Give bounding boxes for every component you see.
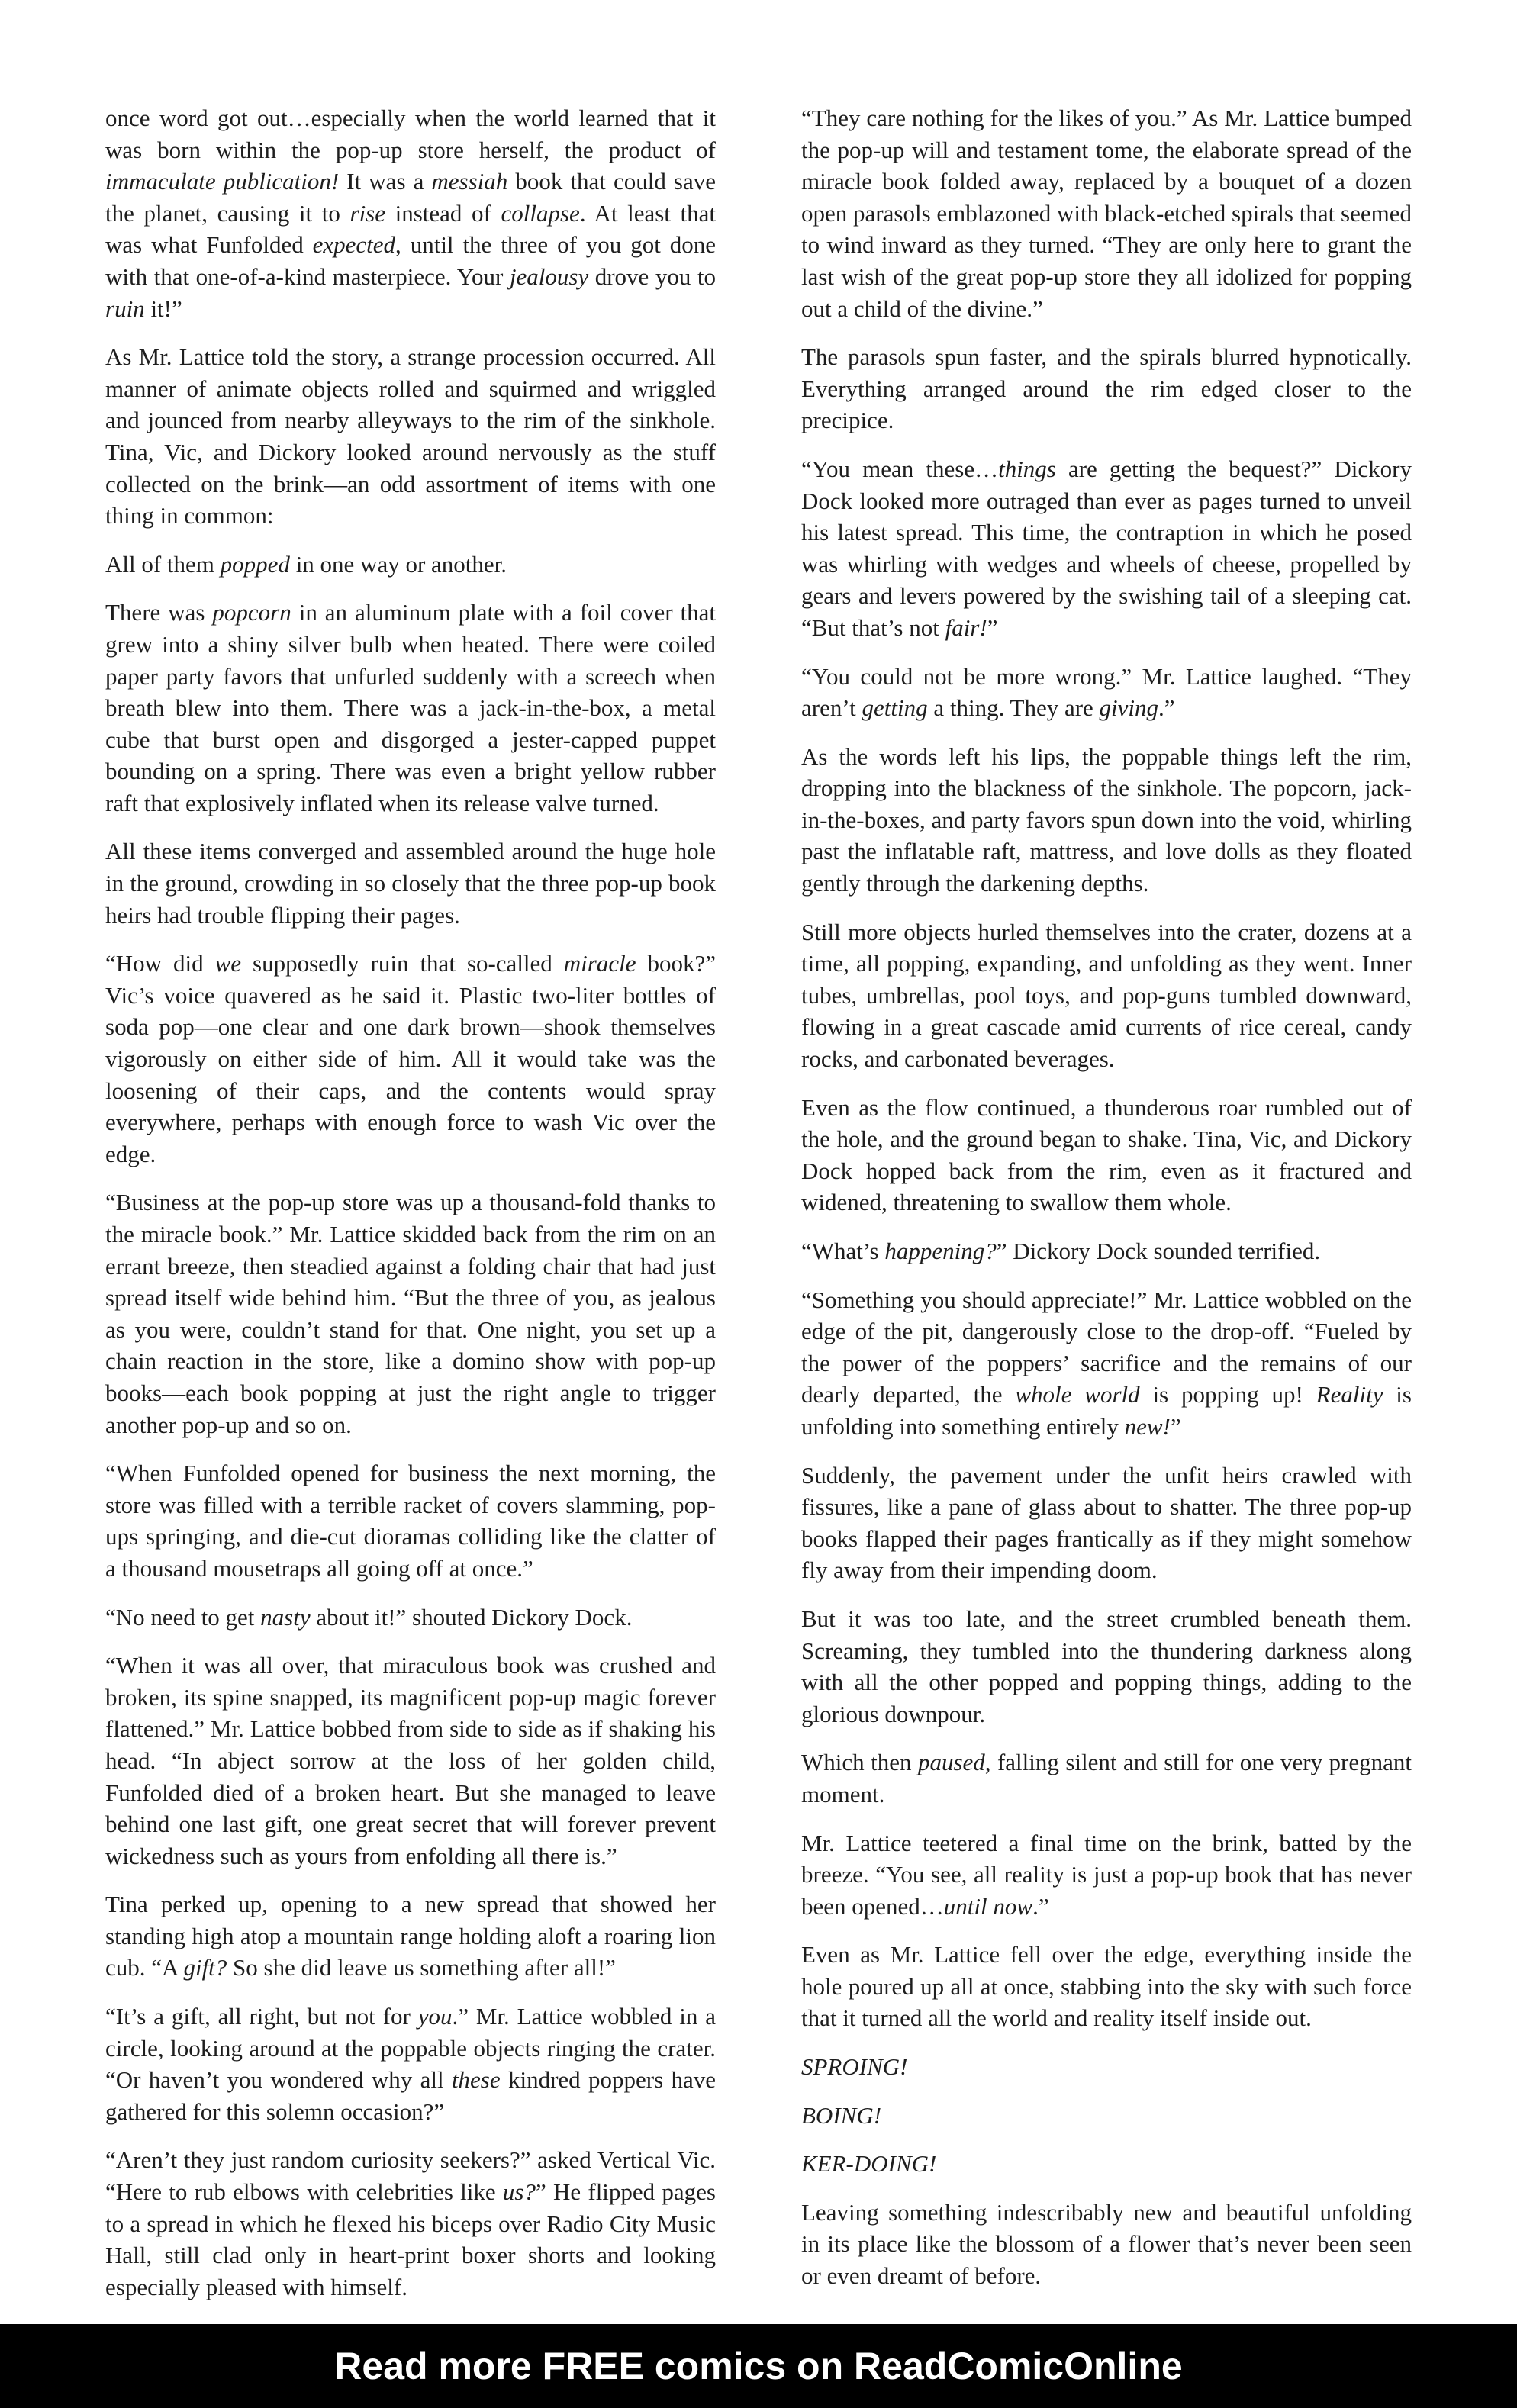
paragraph <box>105 2001 716 2127</box>
paragraph <box>801 2100 1412 2132</box>
text-run: Suddenly, the pavement under the unfit heirs crawled with fissures, like a pane of glass about to shatter. The three pop-up books flapped their pages frantically as if they might somehow fly away from their impending doom. <box>801 1461 1412 1584</box>
italic-run: popped <box>220 550 290 578</box>
italic-run: fair! <box>945 613 987 641</box>
text-run: , falling silent and still for one very pregnant moment. <box>801 1749 1412 1808</box>
text-run: ” Dickory Dock sounded terrified. <box>996 1238 1321 1264</box>
paragraph <box>801 102 1412 324</box>
paragraph <box>105 2144 716 2303</box>
text-run: “You mean these… <box>801 455 999 482</box>
paragraph <box>801 741 1412 900</box>
italic-run: rise <box>349 199 385 227</box>
italic-run: things <box>998 455 1056 482</box>
paragraph <box>105 1650 716 1872</box>
text-run: in an aluminum plate with a foil cover that grew into a shiny silver bulb when heated. There were coiled paper party favors that unfurled suddenly with a screech when breath blew into them. There was a jack-in-the-box, a metal cube that burst open and disgorged a jester-capped puppet bounding on a spring. There was even a bright yellow rubber raft that explosively inflated when its release valve turned. <box>105 599 716 816</box>
paragraph <box>105 102 716 324</box>
text-run: in one way or another. <box>289 550 507 578</box>
right-text-column <box>801 102 1412 2309</box>
italic-run: KER-DOING! <box>801 2150 937 2178</box>
paragraph <box>801 453 1412 644</box>
italic-run: these <box>451 2066 501 2094</box>
text-run: ” <box>987 613 998 641</box>
text-run: .” Mr. Lattice wobbled in a circle, looking around at the poppable objects ringing the crater. “Or haven’t you wondered why all <box>105 2003 717 2094</box>
italic-run: nasty <box>260 1603 311 1631</box>
text-run: “They care nothing for the likes of you.” As Mr. Lattice bumped the pop-up will and testament tome, the elaborate spread of the miracle book folded away, replaced by a bouquet of a dozen open parasols emblazoned with black-etched spirals that seemed to wind inward as they turned. “They are only here to grant the last wish of the great pop-up store they all idolized for popping out a child of the divine.” <box>801 105 1412 322</box>
text-run: drove you to <box>588 262 716 290</box>
text-run: supposedly ruin that so-called <box>241 950 564 977</box>
text-run: “Business at the pop-up store was up a thousand-fold thanks to the miracle book.” Mr. Lattice skidded back from the rim on an errant breeze, then steadied against a folding chair that had just spread itself wide behind him. “But the three of you, as jealous as you were, couldn’t stand for that. One night, you set up a chain reaction in the store, like a domino show with pop-up books—each book popping at just the right angle to trigger another pop-up and so on. <box>105 1189 716 1438</box>
paragraph <box>801 916 1412 1075</box>
paragraph <box>801 341 1412 436</box>
italic-run: until now <box>943 1892 1033 1920</box>
text-run: “No need to get <box>105 1603 261 1631</box>
text-run: The parasols spun faster, and the spirals blurred hypnotically. Everything arranged around the rim edged closer to the precipice. <box>801 343 1412 434</box>
italic-run: you <box>417 2003 453 2030</box>
text-run: book that could save the planet, causing it to <box>105 168 716 227</box>
text-run: Tina perked up, opening to a new spread that showed her standing high atop a mountain range holding aloft a roaring lion cub. “A <box>105 1891 716 1981</box>
italic-run: getting <box>862 694 928 722</box>
italic-run: paused <box>917 1749 985 1776</box>
promo-banner[interactable] <box>0 2324 1517 2408</box>
text-run: “Aren’t they just random curiosity seekers?” asked Vertical Vic. “Here to rub elbows with celebrities like <box>105 2146 716 2206</box>
italic-run: expected <box>312 231 396 259</box>
paragraph <box>105 1186 716 1441</box>
paragraph <box>801 661 1412 724</box>
promo-banner-text[interactable]: Read more FREE comics on ReadComicOnline <box>334 2345 1183 2387</box>
text-run: “You could not be more wrong.” Mr. Lattice laughed. “They aren’t <box>801 662 1412 722</box>
paragraph <box>801 2051 1412 2083</box>
text-run: is popping up! <box>1139 1381 1316 1408</box>
paragraph <box>801 2197 1412 2292</box>
italic-run: messiah <box>431 168 508 195</box>
text-run: .” <box>1158 694 1175 722</box>
paragraph <box>105 597 716 819</box>
text-run: Mr. Lattice teetered a final time on the brink, batted by the breeze. “You see, all reality is just a pop-up book that has never been opened… <box>801 1829 1412 1920</box>
italic-run: us? <box>502 2178 536 2206</box>
paragraph <box>105 549 716 581</box>
text-run: “It’s a gift, all right, but not for <box>105 2003 418 2030</box>
paragraph <box>801 1092 1412 1218</box>
italic-run: SPROING! <box>801 2053 908 2081</box>
text-run: Even as the flow continued, a thunderous roar rumbled out of the hole, and the ground began to shake. Tina, Vic, and Dickory Dock hopped back from the rim, even as it fractured and widened, threatening to swallow them whole. <box>801 1093 1412 1216</box>
text-run: “How did <box>105 950 215 977</box>
text-run: .” <box>1032 1892 1049 1920</box>
italic-run: collapse <box>501 199 580 227</box>
text-run: All of them <box>105 550 221 578</box>
paragraph <box>801 1939 1412 2034</box>
italic-run: giving <box>1099 694 1159 722</box>
italic-run: whole world <box>1015 1381 1140 1408</box>
italic-run: happening? <box>884 1238 997 1264</box>
text-run: book?” Vic’s voice quavered as he said it. Plastic two-liter bottles of soda pop—one clear and one dark brown—shook themselves vigorously on either side of him. All it would take was the loosening of their caps, and the contents would spray everywhere, perhaps with enough force to wash Vic over the edge. <box>105 950 717 1167</box>
left-text-column <box>105 102 716 2319</box>
paragraph <box>105 835 716 931</box>
text-run: “What’s <box>801 1238 885 1264</box>
text-run: instead of <box>385 199 501 227</box>
text-run: it!” <box>144 295 182 322</box>
text-run: Still more objects hurled themselves into the crater, dozens at a time, all popping, expanding, and unfolding as they went. Inner tubes, umbrellas, pool toys, and pop-guns tumbled downward, flowing in a great cascade amid currents of rice cereal, candy rocks, and carbonated beverages. <box>801 918 1412 1073</box>
italic-run: ruin <box>105 295 145 322</box>
paragraph <box>105 341 716 532</box>
italic-run: BOING! <box>801 2101 882 2129</box>
text-run: a thing. They are <box>927 694 1100 722</box>
text-run: “When Funfolded opened for business the next morning, the store was filled with a terrible racket of covers slamming, pop-ups springing, and die-cut dioramas colliding like the clatter of a thousand mousetraps all going off at once.” <box>105 1460 716 1582</box>
paragraph <box>801 1235 1412 1267</box>
paragraph <box>105 1888 716 1984</box>
paragraph <box>105 948 716 1170</box>
italic-run: Reality <box>1316 1381 1383 1408</box>
italic-run: we <box>214 950 242 977</box>
italic-run: miracle <box>563 950 636 977</box>
text-run: All these items converged and assembled around the huge hole in the ground, crowding in so closely that the three pop-up book heirs had trouble flipping their pages. <box>105 838 716 929</box>
italic-run: jealousy <box>509 262 589 290</box>
text-run: So she did leave us something after all!” <box>227 1954 616 1981</box>
paragraph <box>105 1457 716 1584</box>
text-run: about it!” shouted Dickory Dock. <box>310 1603 633 1631</box>
italic-run: popcorn <box>212 599 291 626</box>
italic-run: new! <box>1124 1412 1171 1440</box>
paragraph <box>105 1602 716 1634</box>
text-run: . At least that was what Funfolded <box>105 199 716 259</box>
text-run: Even as Mr. Lattice fell over the edge, everything inside the hole poured up all at once, stabbing into the sky with such force that it turned all the world and reality itself inside out. <box>801 1941 1412 2032</box>
text-run: Which then <box>801 1749 918 1776</box>
paragraph <box>801 1827 1412 1923</box>
text-run: are getting the bequest?” Dickory Dock looked more outraged than ever as pages turned to unveil his latest spread. This time, the contraption in which he posed was whirling with wedges and wheels of cheese, propelled by gears and levers powered by the swishing tail of a sleeping cat. “But that’s not <box>801 455 1412 641</box>
paragraph <box>801 1746 1412 1810</box>
paragraph <box>801 1284 1412 1443</box>
text-run: once word got out…especially when the world learned that it was born within the pop-up store herself, the product of <box>105 105 716 163</box>
text-run: ” <box>1170 1412 1181 1440</box>
text-run: As Mr. Lattice told the story, a strange procession occurred. All manner of animate objects rolled and squirmed and wriggled and jounced from nearby alleyways to the rim of the sinkhole. Tina, Vic, and Dickory looked around nervously as the stuff collected on the brink—an odd assortment of items with one thing in common: <box>105 343 716 530</box>
text-run: “When it was all over, that miraculous book was crushed and broken, its spine snapped, its magnificent pop-up magic forever flattened.” Mr. Lattice bobbed from side to side as if shaking his head. “In abject sorrow at the loss of her golden child, Funfolded died of a broken heart. But she managed to leave behind one last gift, one great secret that will forever prevent wickedness such as yours from enfolding all there is.” <box>105 1652 716 1869</box>
text-run: , until the three of you got done with that one-of-a-kind masterpiece. Your <box>105 231 716 290</box>
paragraph <box>801 1603 1412 1730</box>
italic-run: immaculate publication! <box>105 168 340 195</box>
text-run: “Something you should appreciate!” Mr. Lattice wobbled on the edge of the pit, dangerously close to the drop-off. “Fueled by the power of the poppers’ sacrifice and the remains of our dearly departed, the <box>801 1286 1412 1408</box>
text-run: But it was too late, and the street crumbled beneath them. Screaming, they tumbled into the thundering darkness along with all the other popped and popping things, adding to the glorious downpour. <box>801 1605 1412 1727</box>
paragraph <box>801 1460 1412 1586</box>
paragraph <box>801 2148 1412 2180</box>
text-run: kindred poppers have gathered for this solemn occasion?” <box>105 2066 716 2125</box>
text-run: ” He flipped pages to a spread in which he flexed his biceps over Radio City Music Hall, still clad only in heart-print boxer shorts and looking especially pleased with himself. <box>105 2178 716 2300</box>
text-run: is unfolding into something entirely <box>801 1381 1412 1440</box>
text-run: It was a <box>339 168 432 195</box>
text-run: Leaving something indescribably new and beautiful unfolding in its place like the blossom of a flower that’s never been seen or even dreamt of before. <box>801 2198 1412 2290</box>
text-run: As the words left his lips, the poppable things left the rim, dropping into the blackness of the sinkhole. The popcorn, jack-in-the-boxes, and party favors spun down into the void, whirling past the inflatable raft, mattress, and love dolls as they floated gently through the darkening depths. <box>801 742 1412 897</box>
italic-run: gift? <box>183 1954 227 1981</box>
text-run: There was <box>105 599 213 626</box>
